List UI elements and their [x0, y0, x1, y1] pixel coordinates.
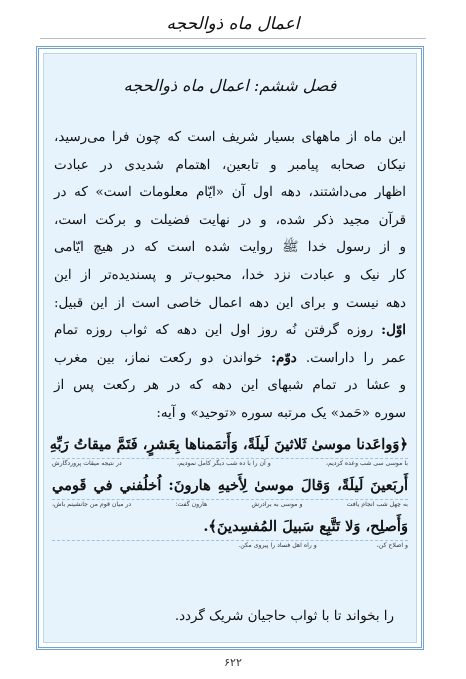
translation-segment: و راه اهل فساد را پیروی مکن. [238, 542, 317, 549]
body-line: و از رسول خدا ﷺ روایت شده است که در هیچ ایّامی [54, 240, 406, 256]
content-frame [36, 46, 424, 650]
first-text: روزه گرفتن نُه روز اول این دهه که ثواب روزه تمام [54, 323, 382, 339]
verse-line: وَأَصلِح، وَلا تَتَّبِع سَبيلَ المُفسِدينَ﴾. [203, 518, 408, 535]
translation-segment: و آن را با ده شب دیگر کامل نمودیم، [176, 460, 271, 467]
verse-line: ﴿وَواعَدنا موسیٰ ثَلاثينَ لَيلَةً، وَأَتمَمناها بِعَشرٍ، فَتَمَّ ميقاتُ رَبِّهِ [49, 436, 408, 453]
header-rule [40, 38, 426, 39]
second-label: دوّم: [271, 349, 297, 366]
translation-segment: هارون گفت: [175, 501, 208, 508]
body-line-first-item [54, 317, 406, 345]
body-line: سوره «حَمد» یک مرتبه سوره «توحید» و آیه: [156, 405, 406, 421]
translation-segment: در نتیجه میقات پروردگارش [52, 460, 122, 467]
translation-row [52, 458, 408, 469]
body-line: این ماه از ماههای بسیار شریف است که چون فرا می‌رسید، [54, 130, 406, 145]
body-line: نیکان صحابه پیامبر و تابعین، اهتمام شدیدی در عبادت [54, 157, 406, 173]
translation-segment: به چهل شب انجام یافت [346, 501, 408, 508]
page-number: ۶۲۲ [224, 656, 242, 669]
line9-b: خواندن دو رکعت نماز، بین مغرب [54, 350, 272, 366]
body-line: اظهار می‌داشتند، دهه اول آن «ایّام معلومات است» که در [54, 185, 406, 201]
verse-block [49, 432, 408, 555]
body-line-second-item [54, 345, 406, 373]
content-panel [43, 53, 417, 643]
body-line: قرآن مجید ذکر شده، و در نهایت فضیلت و برکت است، [54, 212, 406, 228]
translation-row [52, 499, 408, 510]
translation-segment: و اصلاح کن، [376, 542, 408, 549]
line9-a: عمر را داراست. [296, 350, 406, 366]
verse-line: أَربَعينَ لَيلَةً، وَقالَ موسیٰ لِأَخيهِ هارونَ: اُخلُفني في قَومي [52, 477, 408, 494]
body-paragraph [54, 124, 406, 428]
translation-segment: با موسی سی شب وعده کردیم، [325, 460, 408, 467]
body-line: و عشا در تمام شبهای این دهه که در هر رکعت پس از [54, 378, 406, 394]
first-label: اوّل: [381, 322, 406, 339]
body-line: کار نیک و عبادت نزد خدا، محبوب‌تر و پسندیده‌تر از این [54, 267, 406, 283]
header-title: اعمال ماه ذوالحجه [166, 14, 300, 34]
translation-row [52, 540, 408, 551]
closing-line: را بخواند تا با ثواب حاجیان شریک گردد. [174, 609, 394, 624]
translation-segment: و موسی به برادرش [251, 501, 303, 508]
translation-segment: در میان قوم من جانشینم باش، [52, 501, 132, 508]
section-title: فصل ششم: اعمال ماه ذوالحجه [123, 76, 337, 95]
body-line: دهه نیست و برای این دهه اعمال خاصی است از این قبیل: [54, 295, 406, 311]
